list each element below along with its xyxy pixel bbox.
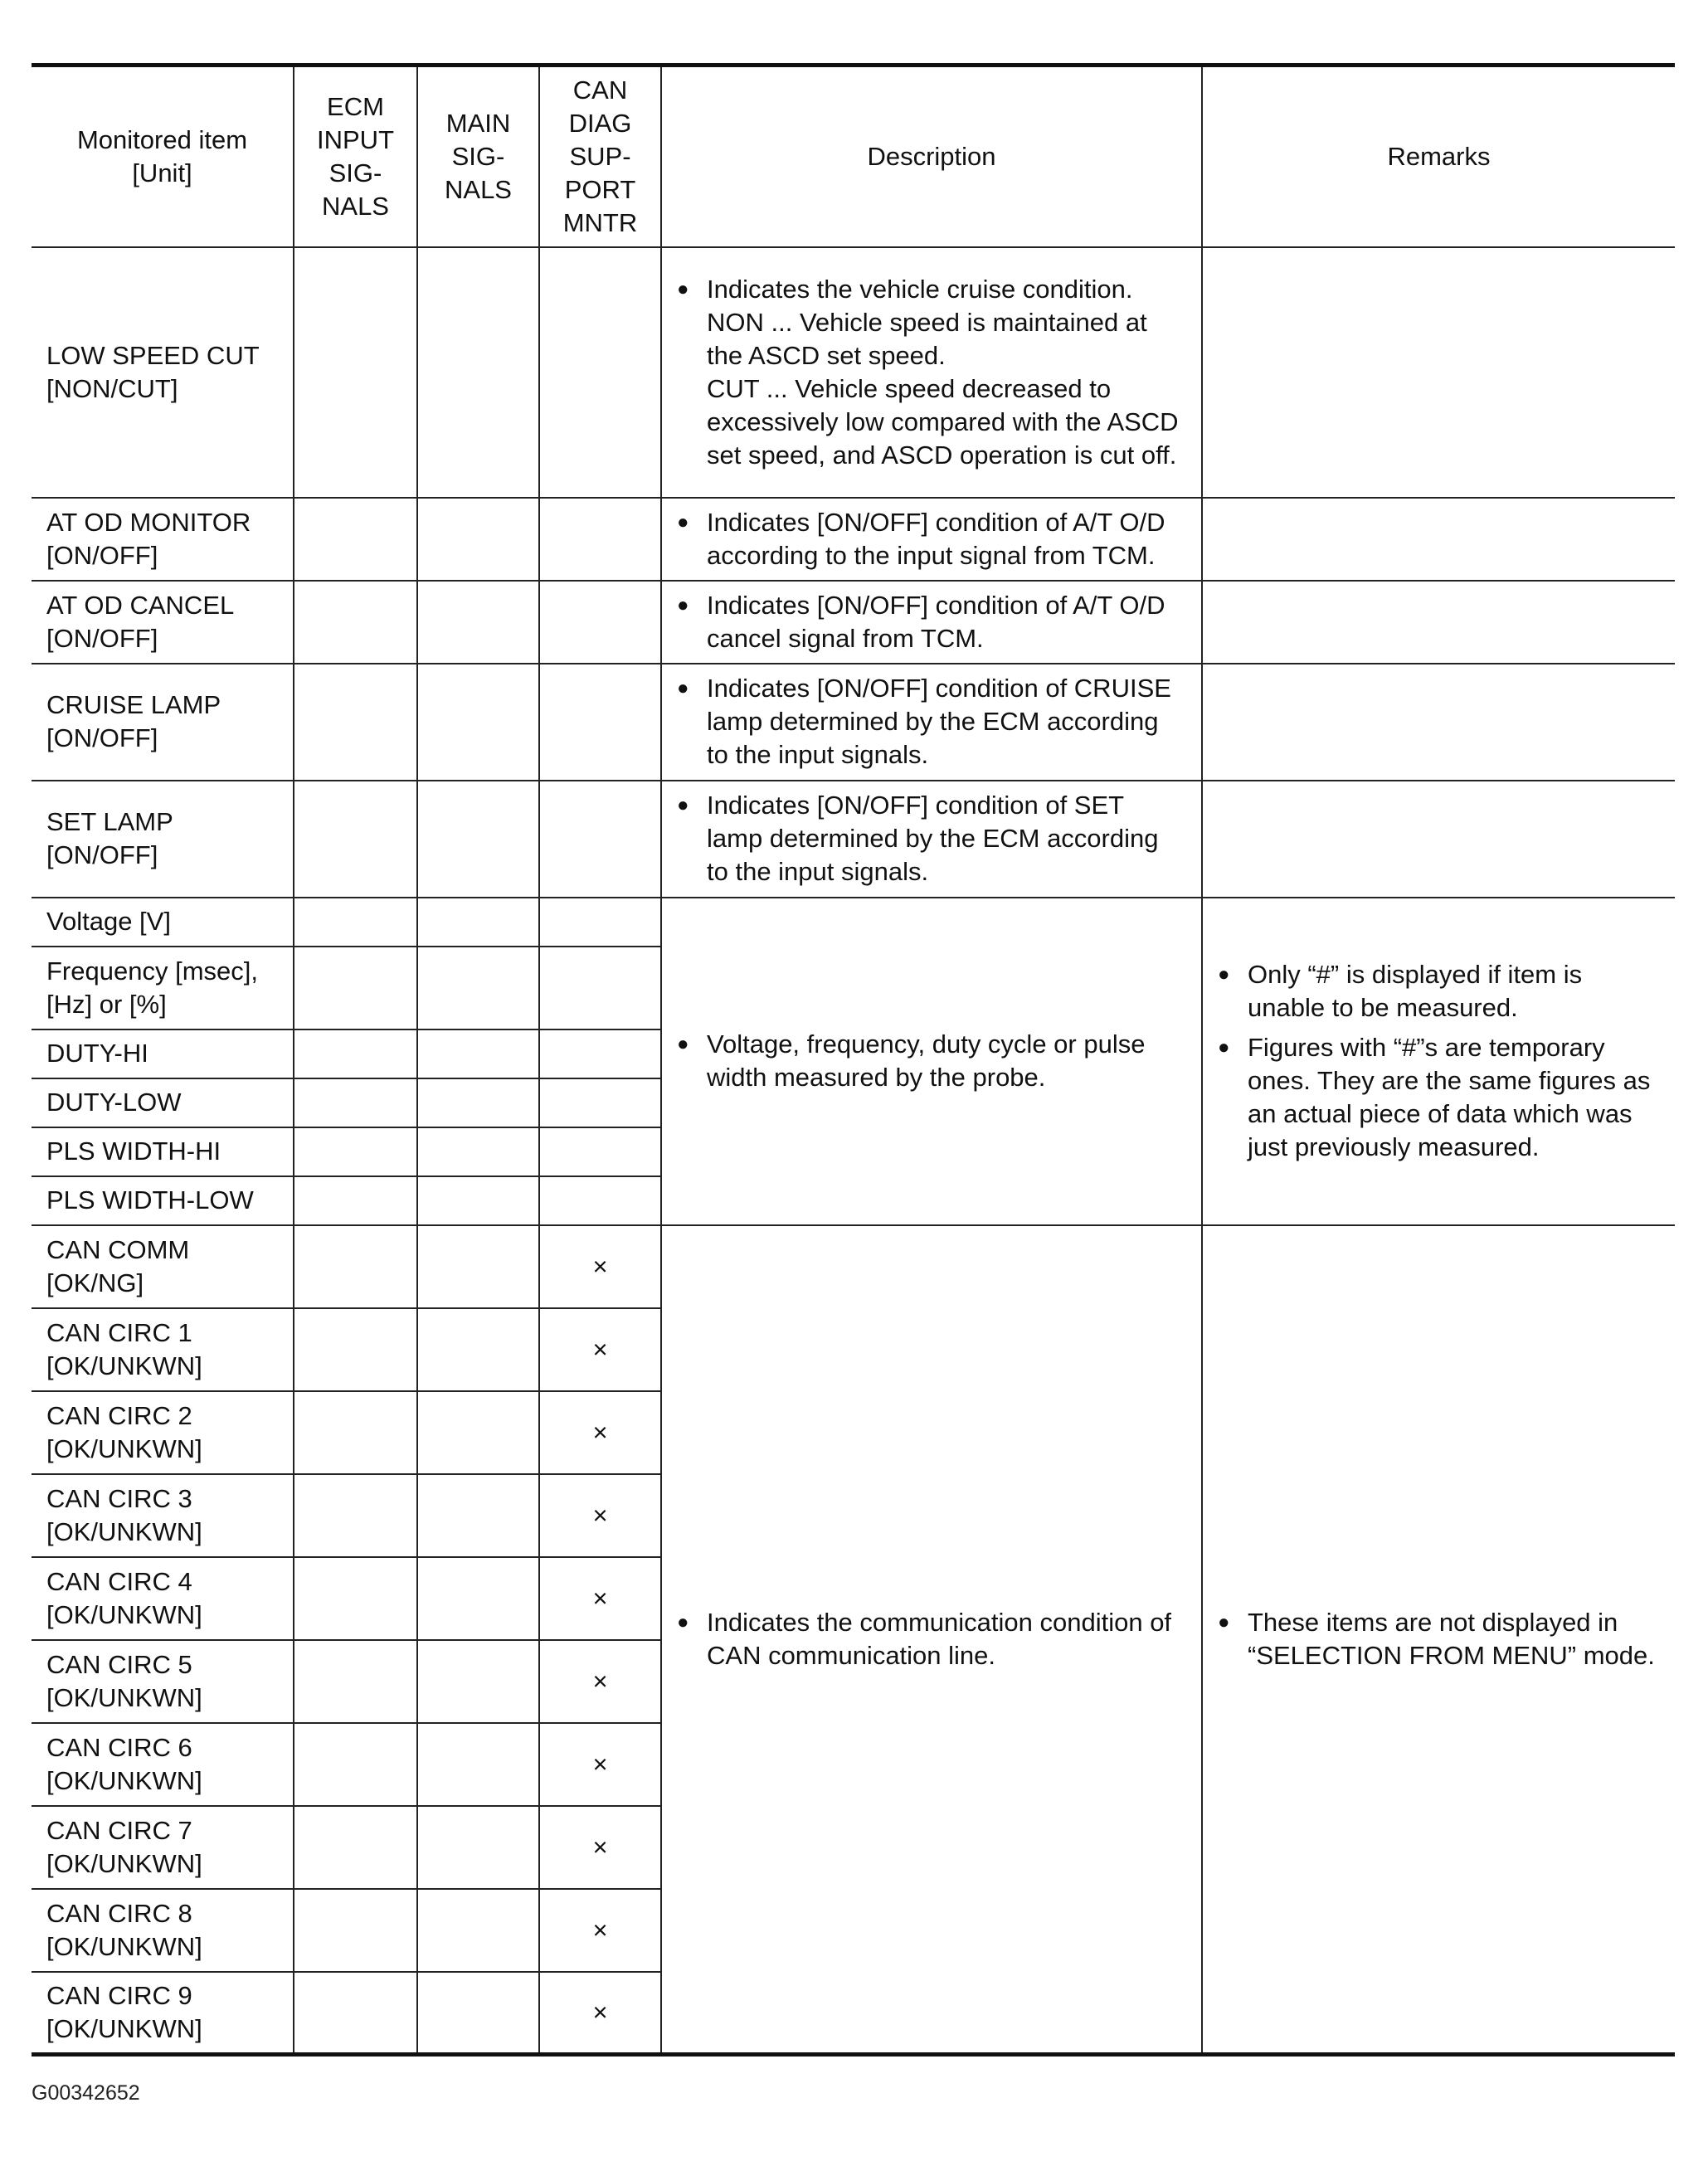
item-cell [32,1640,294,1723]
can-diag-mark: × [539,1391,661,1474]
description-text: Indicates [ON/OFF] condition of CRUISE lamp determined by the ECM according to the input signals. [707,674,1171,769]
can-diag-mark: × [539,1308,661,1391]
description-text: Indicates [ON/OFF] condition of A/T O/D cancel signal from TCM. [707,590,1165,653]
item-unit: [ON/OFF] [46,723,158,752]
can-diag-cell [539,1176,661,1225]
header-line: ECM [327,91,384,121]
item-name: Voltage [V] [46,907,171,936]
table-row [32,1225,1675,1308]
ecm-input-cell [294,1391,417,1474]
item-unit: [OK/UNKWN] [46,1765,202,1795]
table-row [32,664,1675,781]
ecm-input-cell [294,1029,417,1078]
item-name: CAN CIRC 8 [46,1898,192,1928]
bullet-item [1218,1031,1660,1164]
main-signals-cell [417,1640,539,1723]
item-name: CAN CIRC 1 [46,1317,192,1347]
item-name: CRUISE LAMP [46,690,221,719]
ecm-input-cell [294,1972,417,2055]
item-cell [32,781,294,898]
item-unit: [OK/UNKWN] [46,1931,202,1961]
item-cell [32,581,294,664]
table-row [32,498,1675,581]
can-diag-cell [539,1078,661,1127]
item-cell [32,247,294,498]
item-name: Frequency [msec], [46,956,258,986]
description-cell [661,664,1202,781]
ecm-input-cell [294,1640,417,1723]
item-cell [32,898,294,947]
header-can-diag-support-mntr [539,66,661,247]
can-description-cell [661,1225,1202,2055]
bullet-item [1218,1606,1660,1672]
header-line: [Unit] [132,158,192,187]
table-row [32,898,1675,947]
can-remarks-cell [1202,1225,1675,2055]
bullet-item [677,273,1186,472]
header-line: MNTR [562,207,638,237]
main-signals-cell [417,898,539,947]
remarks-text: Figures with “#”s are temporary ones. They are the same figures as an actual piece of data which was just previously measured. [1248,1033,1651,1161]
description-text: Indicates the communication condition of CAN communication line. [707,1607,1172,1670]
header-line: CAN [572,75,628,105]
item-name: CAN CIRC 5 [46,1649,192,1679]
can-diag-mark: × [539,1557,661,1640]
item-unit: [OK/UNKWN] [46,1682,202,1712]
header-remarks: Remarks [1202,66,1675,247]
ecm-input-cell [294,898,417,947]
bullet-item [677,1028,1186,1094]
item-cell [32,1972,294,2055]
ecm-input-cell [294,247,417,498]
item-name: AT OD CANCEL [46,590,235,620]
table-header-row [32,66,1675,247]
table-row [32,581,1675,664]
monitor-item-table [32,63,1675,2056]
item-cell [32,1308,294,1391]
remarks-cell [1202,781,1675,898]
header-line: MAIN [445,108,511,138]
item-name: CAN CIRC 6 [46,1732,192,1762]
item-name: CAN CIRC 2 [46,1400,192,1430]
main-signals-cell [417,1029,539,1078]
item-cell [32,1225,294,1308]
can-diag-mark: × [539,1474,661,1557]
remarks-text: These items are not displayed in “SELECTION FROM MENU” mode. [1248,1607,1655,1670]
item-name: DUTY-HI [46,1039,148,1068]
ecm-input-cell [294,498,417,581]
can-diag-cell [539,581,661,664]
item-cell [32,1889,294,1972]
can-diag-cell [539,781,661,898]
main-signals-cell [417,1176,539,1225]
header-line: NALS [445,174,512,204]
ecm-input-cell [294,1806,417,1889]
description-cell [661,498,1202,581]
item-name: CAN CIRC 4 [46,1566,192,1596]
item-name: PLS WIDTH-HI [46,1137,221,1166]
item-unit: [OK/UNKWN] [46,1848,202,1878]
figure-code: G00342652 [32,2081,140,2105]
header-line: Monitored item [76,124,248,154]
header-line: DIAG [568,108,632,138]
can-diag-cell [539,247,661,498]
header-monitored-item [32,66,294,247]
probe-remarks-cell [1202,898,1675,1225]
bullet-item [677,672,1186,771]
description-cell [661,247,1202,498]
item-unit: [ON/OFF] [46,840,158,869]
main-signals-cell [417,1972,539,2055]
bullet-item [677,789,1186,888]
main-signals-cell [417,664,539,781]
table-row [32,781,1675,898]
main-signals-cell [417,1474,539,1557]
main-signals-cell [417,1078,539,1127]
item-name: AT OD MONITOR [46,507,251,537]
main-signals-cell [417,247,539,498]
item-unit: [OK/UNKWN] [46,1516,202,1546]
description-text: Indicates [ON/OFF] condition of SET lamp determined by the ECM according to the input signals. [707,791,1159,886]
main-signals-cell [417,1127,539,1176]
header-line: NALS [322,191,389,221]
item-name: CAN CIRC 7 [46,1815,192,1845]
header-line: SUP- [569,141,631,171]
item-cell [32,1078,294,1127]
remarks-cell [1202,581,1675,664]
ecm-input-cell [294,1474,417,1557]
ecm-input-cell [294,1078,417,1127]
item-name: LOW SPEED CUT [46,340,260,370]
item-unit: [OK/UNKWN] [46,1433,202,1463]
ecm-input-cell [294,1127,417,1176]
item-name: SET LAMP [46,807,173,836]
main-signals-cell [417,781,539,898]
item-cell [32,664,294,781]
item-unit: [ON/OFF] [46,540,158,570]
item-cell [32,1723,294,1806]
item-cell [32,1391,294,1474]
item-unit: [OK/UNKWN] [46,2013,202,2043]
main-signals-cell [417,1806,539,1889]
ecm-input-cell [294,581,417,664]
header-main-signals [417,66,539,247]
can-diag-mark: × [539,1889,661,1972]
main-signals-cell [417,1723,539,1806]
item-cell [32,1806,294,1889]
item-cell [32,947,294,1029]
item-unit: [Hz] or [%] [46,989,167,1019]
bullet-item [677,1606,1186,1672]
can-diag-cell [539,664,661,781]
main-signals-cell [417,1557,539,1640]
item-name: CAN CIRC 9 [46,1980,192,2010]
probe-description-cell [661,898,1202,1225]
main-signals-cell [417,1308,539,1391]
item-unit: [OK/UNKWN] [46,1599,202,1629]
can-diag-mark: × [539,1225,661,1308]
item-name: CAN COMM [46,1234,190,1264]
remarks-cell [1202,664,1675,781]
remarks-cell [1202,498,1675,581]
description-text: ● Indicates the vehicle cruise condition. NON ... Vehicle speed is maintained at the ASCD set speed. CUT ... Vehicle speed decreased to excessively low compared with the ASCD set speed, and ASCD operation is cut off. [707,274,1179,470]
header-line: SIG- [328,158,382,187]
ecm-input-cell [294,947,417,1029]
can-diag-mark: × [539,1723,661,1806]
bullet-item [1218,958,1660,1025]
ecm-input-cell [294,664,417,781]
description-cell [661,781,1202,898]
main-signals-cell [417,1889,539,1972]
can-diag-mark: × [539,1640,661,1723]
ecm-input-cell [294,1557,417,1640]
header-description: Description [661,66,1202,247]
remarks-cell [1202,247,1675,498]
item-cell [32,1474,294,1557]
description-text: Voltage, frequency, duty cycle or pulse width measured by the probe. [707,1029,1146,1092]
ecm-input-cell [294,1225,417,1308]
header-ecm-input-signals [294,66,417,247]
item-unit: [ON/OFF] [46,623,158,653]
header-line: SIG- [451,141,505,171]
header-line: PORT [564,174,636,204]
ecm-input-cell [294,1176,417,1225]
item-cell [32,1127,294,1176]
can-diag-cell [539,898,661,947]
ecm-input-cell [294,1308,417,1391]
can-diag-mark: × [539,1806,661,1889]
can-diag-cell [539,1029,661,1078]
description-cell [661,581,1202,664]
ecm-input-cell [294,1889,417,1972]
item-cell [32,1176,294,1225]
ecm-input-cell [294,781,417,898]
can-diag-cell [539,947,661,1029]
ecm-input-cell [294,1723,417,1806]
header-line: INPUT [317,124,394,154]
can-diag-cell [539,1127,661,1176]
item-name: CAN CIRC 3 [46,1483,192,1513]
can-diag-cell [539,498,661,581]
main-signals-cell [417,581,539,664]
item-cell [32,1029,294,1078]
bullet-item [677,589,1186,655]
item-cell [32,498,294,581]
item-unit: [NON/CUT] [46,373,178,403]
main-signals-cell [417,1225,539,1308]
bullet-item [677,506,1186,572]
main-signals-cell [417,498,539,581]
main-signals-cell [417,1391,539,1474]
item-unit: [OK/UNKWN] [46,1351,202,1380]
main-signals-cell [417,947,539,1029]
item-cell [32,1557,294,1640]
item-unit: [OK/NG] [46,1268,144,1297]
description-text: Indicates [ON/OFF] condition of A/T O/D according to the input signal from TCM. [707,507,1165,570]
remarks-text: Only “#” is displayed if item is unable to be measured. [1248,960,1583,1022]
item-name: PLS WIDTH-LOW [46,1185,254,1214]
item-name: DUTY-LOW [46,1088,182,1117]
can-diag-mark: × [539,1972,661,2055]
table-row [32,247,1675,498]
